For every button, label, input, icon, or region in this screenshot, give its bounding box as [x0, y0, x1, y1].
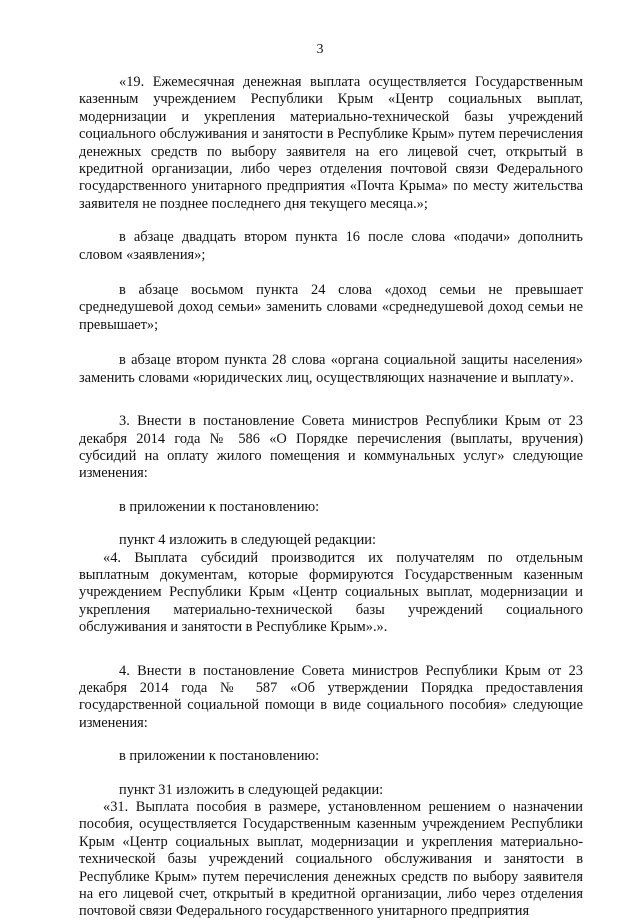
- section-4: 4. Внести в постановление Совета министров Республики Крым от 23 декабря 2014 года № 587 «Об утверждении Порядка предоставления государственной социальной помощи в виде социального пособия» следующие изменения:: [79, 662, 583, 731]
- section-3: 3. Внести в постановление Совета министров Республики Крым от 23 декабря 2014 года № 586 «О Порядке перечисления (выплаты, вручения) субсидий на оплату жилого помещения и коммунальных услуг» следующие изменения:: [79, 413, 583, 482]
- section-3-item-4-intro: пункт 4 изложить в следующей редакции:: [119, 532, 376, 549]
- section-4-item-31-intro: пункт 31 изложить в следующей редакции:: [119, 781, 384, 798]
- section-4-appendix: в приложении к постановлению:: [119, 748, 320, 765]
- section-3-appendix: в приложении к постановлению:: [119, 498, 320, 515]
- document-body: [79, 74, 583, 921]
- amendment-item-28: в абзаце втором пункта 28 слова «органа социальной защиты населения» заменить словами «юридических лиц, осуществляющих назначение и выплату».: [79, 352, 583, 386]
- quoted-item-4: «4. Выплата субсидий производится их получателям по отдельным выплатным документам, которые формируются Государственным казенным учреждением Республики Крым «Центр социальных выплат, модернизации и укрепления материально-технической базы учреждений социального обслуживания и занятости в Республике Крым».».: [79, 549, 583, 636]
- quoted-item-31: «31. Выплата пособия в размере, установленном решением о назначении пособия, осуществляется Государственным казенным учреждением Республики Крым «Центр социальных выплат, модернизации и укрепления материально-технической базы учреждений социального обслуживания и занятости в Республике Крым» путем перечисления денежных средств по выбору заявителя на его лицевой счет, открытый в кредитной организации, либо через отделения почтовой связи Федерального государственного унитарного предприятия: [79, 799, 583, 920]
- amendment-item-24: в абзаце восьмом пункта 24 слова «доход семьи не превышает среднедушевой доход семьи» заменить словами «среднедушевой доход семьи не превышает»;: [79, 282, 583, 333]
- amendment-item-16: в абзаце двадцать втором пункта 16 после слова «подачи» дополнить словом «заявления»;: [79, 229, 583, 263]
- page-number: 3: [316, 42, 324, 57]
- quoted-item-19: «19. Ежемесячная денежная выплата осуществляется Государственным казенным учреждением Республики Крым «Центр социальных выплат, модернизации и укрепления материально-технической базы учреждений социального обслуживания и занятости в Республике Крым» путем перечисления денежных средств по выбору заявителя на его лицевой счет, открытый в кредитной организации, либо через отделения почтовой связи Федерального государственного унитарного предприятия «Почта Крыма» по месту жительства заявителя не позднее последнего дня текущего месяца.»;: [79, 74, 583, 212]
